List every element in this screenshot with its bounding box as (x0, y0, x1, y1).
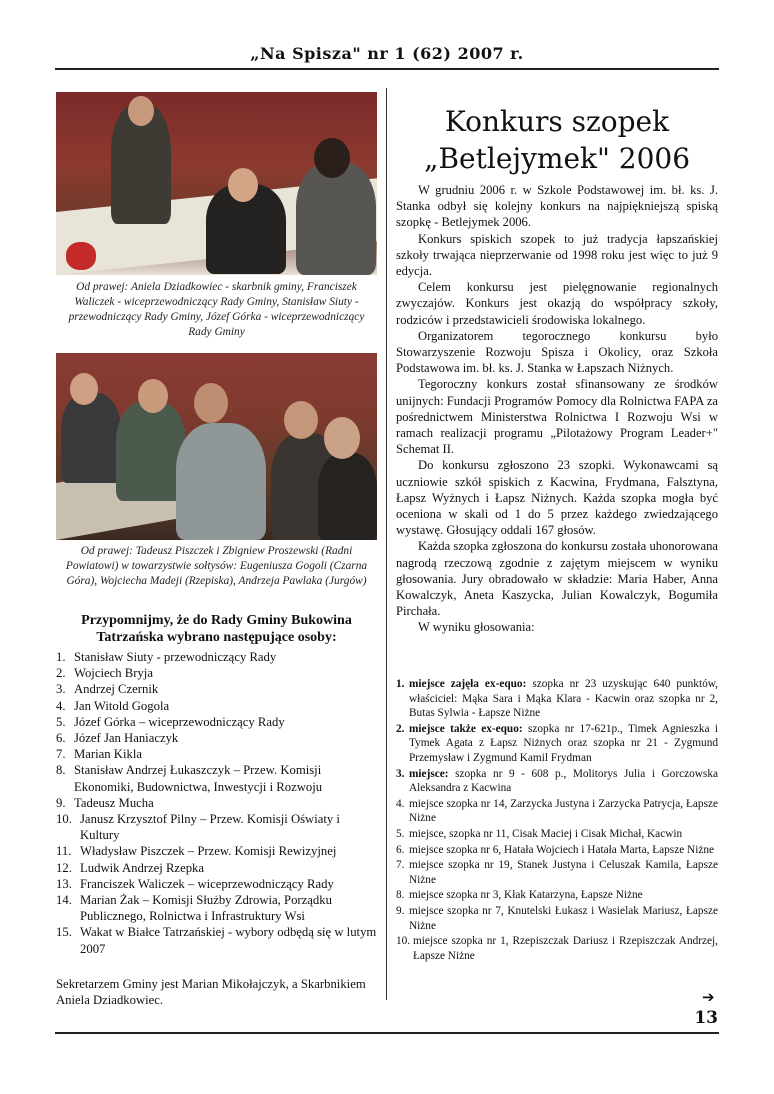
council-lead: Przypomnijmy, że do Rady Gminy Bukowina Tatrzańska wybrano następujące osoby: (81, 613, 352, 645)
photo-council-meeting (56, 92, 377, 275)
paragraph: Tegoroczny konkurs został sfinansowany ze środków unijnych: Fundacji Programów Pomocy dla Rolnictwa FAPA za pośrednictwem Ministerstwa Rolnictwa I Rozwoju Wsi w ramach realizacji programu „Pilotażowy Program Leader+" Schemat II. (396, 377, 718, 457)
list-item: 5. Józef Górka – wiceprzewodniczący Rady (56, 714, 285, 729)
paragraph: Każda szopka zgłoszona do konkursu została uhonorowana nagrodą rzeczową zgodnie z zajętym miejscem w wyniku głosowania. Jury obradowało w składzie: Maria Haber, Anna Kowalczyk, Aneta Kaszycka, Julian Kowalczyk, Bogumiła Pirchała. (396, 539, 718, 619)
paragraph: Do konkursu zgłoszono 23 szopki. Wykonawcami są uczniowie szkół spiskich z Kacwina, Frydmana, Falsztyna, Łapsz Wyżnych i Łapsz Niżnych. Każda szopka mogła być oceniona w skali od 1 do 5 przez każdego zwiedzającego wystawę. Głosujący oddali 167 głosów. (396, 458, 718, 538)
list-item: 2. miejsce także ex-equo: szopka nr 17-621p., Timek Agnieszka i Tymek Agata z Łapsz Niżnych oraz szopka nr 21 - Zygmund Przemysław i Zygmund Kamil Frydman (396, 722, 718, 764)
article-body (396, 182, 718, 636)
paragraph: Organizatorem tegorocznego konkursu było Stowarzyszenie Rozwoju Spisza i Okolicy, oraz Szkoła Podstawowa im. bł. ks. J. Stanka w Łapszach Niżnych. (396, 328, 718, 376)
council-closing-note: Sekretarzem Gminy jest Marian Mikołajczyk, a Skarbnikiem Aniela Dziadkowiec. (56, 977, 366, 1008)
running-header: „Na Spisza" nr 1 (62) 2007 r. (250, 44, 524, 63)
list-item: 8. Stanisław Andrzej Łukaszczyk – Przew. Komisji Ekonomiki, Budownictwa, Inwestycji i Rozwoju (56, 763, 323, 794)
list-item: 4. Jan Witold Gogola (56, 698, 170, 713)
list-item: 12. Ludwik Andrzej Rzepka (56, 860, 205, 875)
continue-arrow-icon: ➔ (702, 988, 715, 1006)
list-item: 10. Janusz Krzysztof Pilny – Przew. Komisji Oświaty i Kultury (56, 812, 340, 843)
council-member-list (56, 649, 377, 957)
footer-rule (55, 1032, 719, 1034)
list-item: 13. Franciszek Waliczek – wiceprzewodniczący Rady (56, 876, 334, 891)
list-item: 7. Marian Kikla (56, 747, 142, 762)
list-item: 15. Wakat w Białce Tatrzańskiej - wybory odbędą się w lutym 2007 (56, 925, 377, 956)
photo-caption: Od prawej: Tadeusz Piszczek i Zbigniew Proszewski (Radni Powiatowi) w towarzystwie sołtysów: Eugeniusza Gogoli (Czarna Góra), Wojciecha Madeji (Rzepiska), Andrzeja Pawlaka (Jurgów) (65, 545, 368, 587)
list-item: 7. miejsce szopka nr 19, Stanek Justyna i Celuszak Kamila, Łapsze Niżne (396, 859, 718, 886)
list-item: 3. miejsce: szopka nr 9 - 608 p., Molitorys Julia i Gorczowska Aleksandra z Kacwina (396, 767, 718, 795)
list-item: 6. miejsce szopka nr 6, Hatała Wojciech i Hatała Marta, Łapsze Niżne (396, 843, 715, 856)
list-item: 9. miejsce szopka nr 7, Knutelski Łukasz i Wasielak Mariusz, Łapsze Niżne (396, 904, 718, 932)
list-item: 8. miejsce szopka nr 3, Kłak Katarzyna, Łapsze Niżne (396, 889, 643, 902)
paragraph: W wyniku głosowania: (418, 620, 535, 635)
paragraph: Celem konkursu jest pielęgnowanie regionalnych zwyczajów. Konkurs jest okazją do współpracy szkoły, rodziców i przedstawicieli środowiska lokalnego. (396, 280, 718, 327)
list-item: 10. miejsce szopka nr 1, Rzepiszczak Dariusz i Rzepiszczak Andrzej, Łapsze Niżne (396, 935, 718, 962)
article-title (396, 103, 718, 177)
list-item: 6. Józef Jan Haniaczyk (56, 731, 179, 746)
list-item: 9. Tadeusz Mucha (56, 795, 154, 810)
header-rule (55, 68, 719, 70)
results-list (396, 677, 718, 964)
paragraph: Konkurs spiskich szopek to już tradycja łapszańskiej szkoły trwająca nieprzerwanie od 1998 roku jest więc to już 9 edycja. (396, 231, 718, 279)
list-item: 2. Wojciech Bryja (56, 666, 153, 681)
photo-councillors (56, 353, 377, 540)
list-item: 4. miejsce szopka nr 14, Zarzycka Justyna i Zarzycka Patrycja, Łapsze Niżne (396, 797, 718, 825)
page-number: 13 (694, 1008, 718, 1028)
list-item: 1. miejsce zajęła ex-equo: szopka nr 23 uzyskując 640 punktów, właściciel: Mąka Sara i Mąka Klara - Kacwin oraz szopka nr 2, Butas Sylwia - Łapsze Niżne (396, 678, 718, 720)
list-item: 14. Marian Żak – Komisji Służby Zdrowia, Porządku Publicznego, Rolnictwa i Infrastruktury Wsi (56, 893, 332, 924)
list-item: 11. Władysław Piszczek – Przew. Komisji Rewizyjnej (56, 844, 337, 859)
article-title-line: „Betlejymek" 2006 (423, 142, 691, 175)
list-item: 1. Stanisław Siuty - przewodniczący Rady (56, 650, 277, 664)
paragraph: W grudniu 2006 r. w Szkole Podstawowej im. bł. ks. J. Stanka odbył się kolejny konkurs na najpiękniejszą spiską szopkę - Betlejymek 2006. (396, 183, 718, 230)
photo-caption: Od prawej: Aniela Dziadkowiec - skarbnik gminy, Franciszek Waliczek - wiceprzewodniczący Rady Gminy, Stanisław Siuty - przewodniczący Rady Gminy, Józef Górka - wiceprzewodniczący Rady Gminy (68, 281, 365, 338)
list-item: 5. miejsce, szopka nr 11, Cisak Maciej i Cisak Michał, Kacwin (396, 827, 683, 840)
column-divider (386, 88, 387, 1000)
list-item: 3. Andrzej Czernik (56, 682, 159, 697)
article-title-line: Konkurs szopek (444, 105, 670, 138)
